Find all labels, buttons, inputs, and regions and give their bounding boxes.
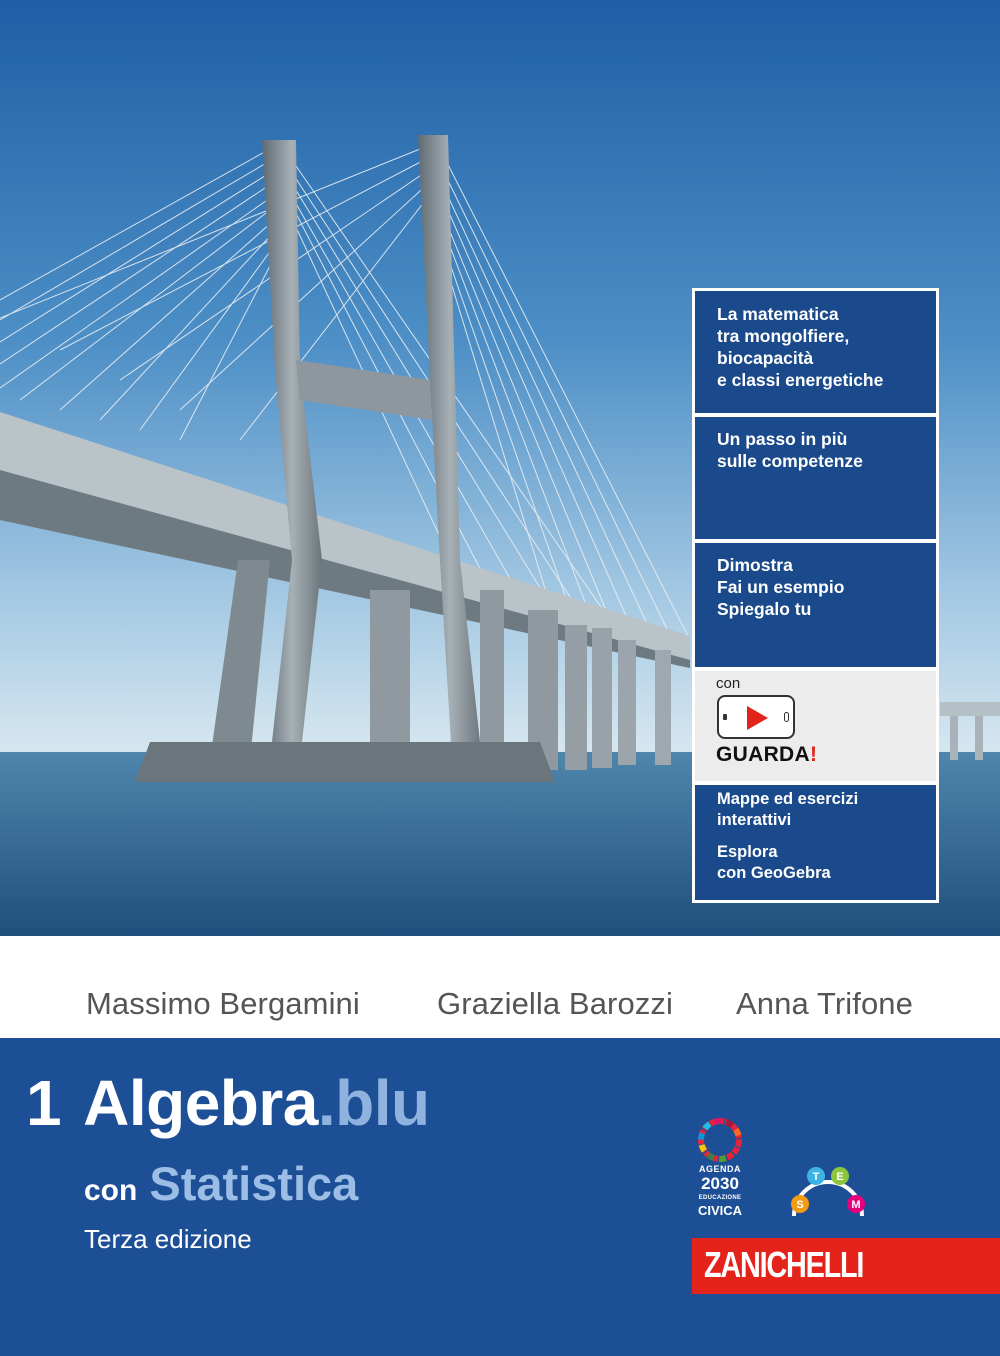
author-name: Massimo Bergamini: [86, 986, 360, 1021]
guarda-box: [695, 671, 936, 781]
book-title: [26, 1066, 430, 1140]
author-name: Anna Trifone: [736, 986, 913, 1021]
title-main: Algebra: [83, 1067, 318, 1139]
feature-box-digital: Mappe ed esercizi interattivi Esplora con GeoGebra: [695, 785, 936, 900]
stem-letter: T: [812, 1171, 820, 1183]
stem-letter: S: [796, 1199, 804, 1211]
authors-strip: [0, 936, 1000, 1038]
sdg-wheel-icon: [690, 1118, 750, 1164]
feature-panel: [692, 288, 939, 903]
video-tablet-icon: [717, 695, 795, 739]
feature-box-dimostra: Dimostra Fai un esempio Spiegalo tu: [695, 543, 936, 667]
agenda-2030-badge: AGENDA 2030 EDUCAZIONE CIVICA: [690, 1118, 750, 1228]
stem-letter: M: [851, 1199, 861, 1211]
guarda-con-label: con: [716, 675, 741, 692]
feature-box-topics: La matematica tra mongolfiere, biocapacità e classi energetiche: [695, 291, 936, 413]
feature-box-competenze: Un passo in più sulle competenze: [695, 417, 936, 539]
stem-badge-icon: [786, 1142, 870, 1226]
stem-letter: E: [836, 1171, 844, 1183]
edition-label: Terza edizione: [84, 1224, 252, 1254]
book-subtitle: con Statistica: [84, 1157, 359, 1210]
publisher-logo: ZANICHELLI: [692, 1238, 1000, 1294]
title-suffix: .blu: [317, 1067, 430, 1139]
author-name: Graziella Barozzi: [437, 986, 674, 1021]
volume-number: 1: [26, 1067, 62, 1139]
play-icon: [747, 706, 768, 730]
guarda-label: GUARDA!: [716, 743, 818, 766]
